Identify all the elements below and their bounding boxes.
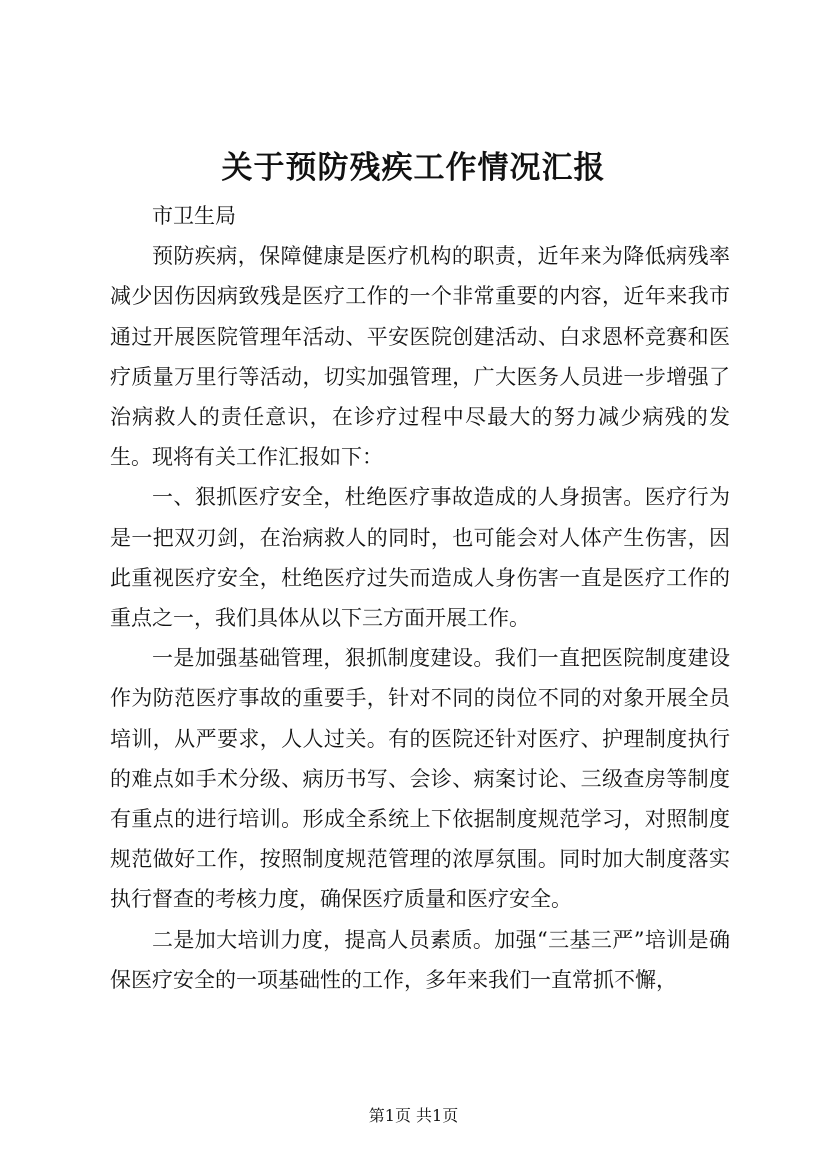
paragraph-intro: 预防疾病，保障健康是医疗机构的职责，近年来为降低病残率减少因伤因病致残是医疗工作的一个非常重要的内容，近年来我市通过开展医院管理年活动、平安医院创建活动、白求恩杯竞赛和医疗质量万里行等活动，切实加强管理，广大医务人员进一步增强了治病救人的责任意识，在诊疗过程中尽最大的努力减少病残的发生。现将有关工作汇报如下： (110, 244, 730, 470)
page-number-footer: 第1页 共1页 (368, 1106, 459, 1125)
paragraph-section-one: 一、狠抓医疗安全，杜绝医疗事故造成的人身损害。医疗行为是一把双刃剑，在治病救人的同时，也可能会对人体产生伤害，因此重视医疗安全，杜绝医疗过失而造成人身伤害一直是医疗工作的重点之一，我们具体从以下三方面开展工作。 (110, 485, 730, 631)
document-body (110, 196, 730, 1000)
document-title: 关于预防残疾工作情况汇报 (221, 150, 606, 186)
paragraph-point-two: 二是加大培训力度，提高人员素质。加强“三基三严”培训是确保医疗安全的一项基础性的工作，多年来我们一直常抓不懈， (110, 927, 730, 992)
issuer-line: 市卫生局 (152, 204, 236, 228)
paragraph-point-one: 一是加强基础管理，狠抓制度建设。我们一直把医院制度建设作为防范医疗事故的重要手，针对不同的岗位不同的对象开展全员培训，从严要求，人人过关。有的医院还针对医疗、护理制度执行的难点如手术分级、病历书写、会诊、病案讨论、三级查房等制度有重点的进行培训。形成全系统上下依据制度规范学习，对照制度规范做好工作，按照制度规范管理的浓厚氛围。同时加大制度落实执行督查的考核力度，确保医疗质量和医疗安全。 (110, 646, 730, 912)
